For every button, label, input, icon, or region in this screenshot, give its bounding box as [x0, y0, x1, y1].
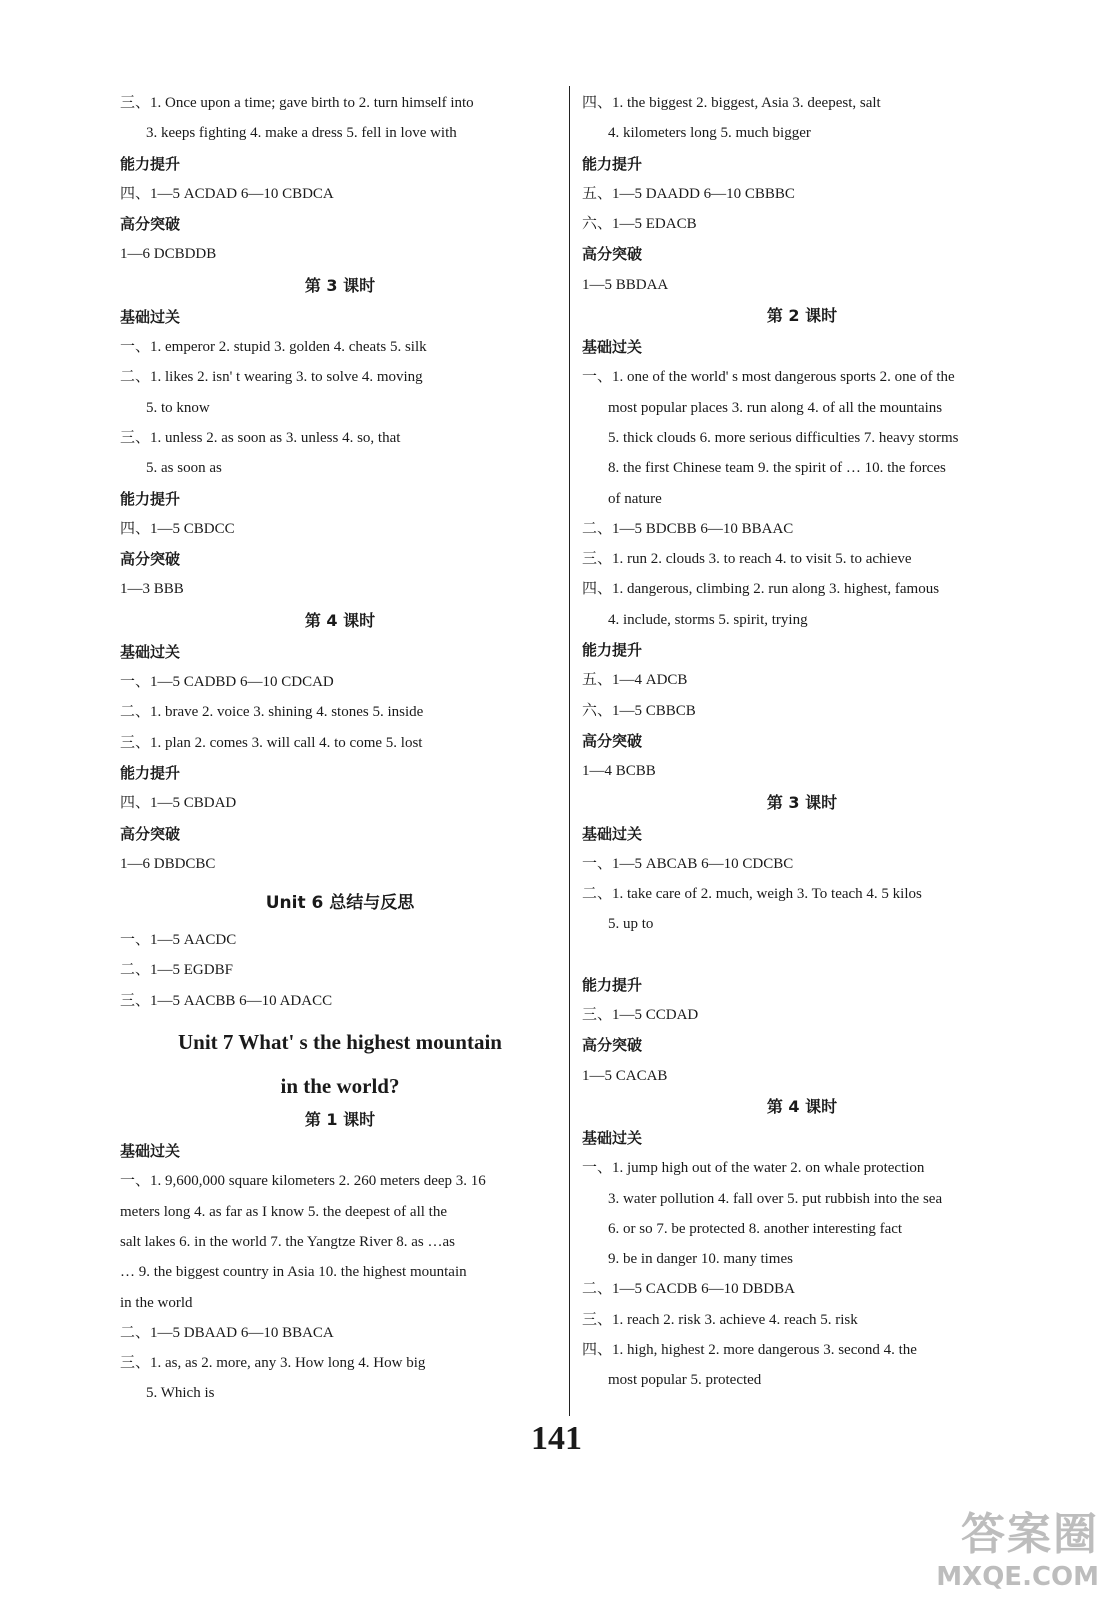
section-heading: 基础过关	[582, 824, 643, 843]
answer-line-continued: in the world	[120, 1294, 193, 1311]
spacer	[582, 940, 1022, 970]
answer-line-indented: 8. the first Chinese team 9. the spirit of … 10. the forces	[608, 460, 946, 477]
answer-line: 一、1. one of the world' s most dangerous sports 2. one of the	[582, 369, 955, 386]
answer-line: 二、1. brave 2. voice 3. shining 4. stones 5. inside	[120, 704, 424, 721]
answer-line: 二、1. take care of 2. much, weigh 3. To teach 4. 5 kilos	[582, 886, 922, 903]
answer-line: 六、1—5 CBBCB	[582, 702, 696, 719]
answer-line-indented: 3. keeps fighting 4. make a dress 5. fell in love with	[146, 125, 457, 142]
watermark-logo	[936, 1498, 1099, 1592]
answer-line-continued: … 9. the biggest country in Asia 10. the highest mountain	[120, 1264, 467, 1281]
section-heading: 能力提升	[582, 975, 643, 994]
unit-title: in the world?	[280, 1074, 400, 1099]
answer-line: 四、1—5 CBDCC	[120, 520, 235, 537]
answer-line: 1—6 DBDCBC	[120, 855, 216, 872]
answer-line-continued: salt lakes 6. in the world 7. the Yangtze River 8. as …as	[120, 1233, 455, 1250]
section-heading: 高分突破	[120, 824, 181, 843]
lesson-heading: 第 2 课时	[766, 306, 838, 326]
answer-line-indented: of nature	[608, 490, 662, 507]
answer-line: 1—4 BCBB	[582, 763, 656, 780]
section-heading: 高分突破	[582, 1036, 643, 1055]
answer-line: 二、1—5 EGDBF	[120, 962, 233, 979]
answer-line: 六、1—5 EDACB	[582, 216, 697, 233]
section-heading: 高分突破	[582, 731, 643, 750]
answer-line: 三、1. reach 2. risk 3. achieve 4. reach 5. risk	[582, 1311, 858, 1328]
page-number: 141	[531, 1420, 582, 1457]
section-heading: 能力提升	[120, 763, 181, 782]
answer-line-indented: 6. or so 7. be protected 8. another interesting fact	[608, 1220, 903, 1237]
section-heading: 能力提升	[582, 154, 643, 173]
lesson-heading: 第 3 课时	[304, 275, 376, 295]
answer-line: 三、1. as, as 2. more, any 3. How long 4. How big	[120, 1355, 426, 1372]
lesson-heading: 第 3 课时	[766, 792, 838, 812]
answer-line: 1—3 BBB	[120, 581, 184, 598]
answer-line: 四、1. dangerous, climbing 2. run along 3. highest, famous	[582, 581, 940, 598]
column-divider	[569, 86, 570, 1416]
answer-line: 三、1. Once upon a time; gave birth to 2. turn himself into	[120, 95, 474, 111]
answer-line-indented: 5. Which is	[146, 1385, 215, 1402]
answer-line-indented: 4. kilometers long 5. much bigger	[608, 125, 811, 142]
answer-line-indented: most popular places 3. run along 4. of all the mountains	[608, 399, 943, 416]
answer-line-indented: 3. water pollution 4. fall over 5. put rubbish into the sea	[608, 1190, 943, 1207]
answer-line: 三、1—5 CCDAD	[582, 1007, 699, 1024]
answer-line-indented: 5. thick clouds 6. more serious difficulties 7. heavy storms	[608, 429, 959, 446]
answer-line: 1—5 BBDAA	[582, 276, 669, 293]
answer-line: 三、1. plan 2. comes 3. will call 4. to come 5. lost	[120, 734, 423, 751]
answer-line: 二、1—5 CACDB 6—10 DBDBA	[582, 1281, 795, 1298]
answer-line-indented: 5. to know	[146, 399, 210, 416]
section-heading: 高分突破	[120, 215, 181, 234]
answer-line: 二、1—5 DBAAD 6—10 BBACA	[120, 1324, 334, 1341]
answer-line: 1—5 CACAB	[582, 1067, 668, 1084]
answer-line: 一、1—5 AACDC	[120, 932, 237, 949]
right-column	[582, 88, 1022, 1396]
section-heading: 基础过关	[120, 1142, 181, 1161]
answer-line: 一、1. emperor 2. stupid 3. golden 4. cheats 5. silk	[120, 339, 427, 356]
answer-line: 三、1—5 AACBB 6—10 ADACC	[120, 992, 333, 1009]
answer-line: 一、1. jump high out of the water 2. on whale protection	[582, 1160, 925, 1177]
answer-line: 二、1. likes 2. isn' t wearing 3. to solve 4. moving	[120, 369, 423, 386]
answer-line: 1—6 DCBDDB	[120, 246, 217, 263]
answer-line-indented: 9. be in danger 10. many times	[608, 1251, 793, 1268]
section-heading: 能力提升	[120, 489, 181, 508]
answer-line-continued: meters long 4. as far as I know 5. the deepest of all the	[120, 1203, 447, 1220]
answer-line: 四、1—5 ACDAD 6—10 CBDCA	[120, 185, 334, 202]
answer-line: 一、1—5 CADBD 6—10 CDCAD	[120, 674, 334, 691]
answer-line: 三、1. unless 2. as soon as 3. unless 4. so, that	[120, 429, 401, 446]
section-heading: 基础过关	[582, 338, 643, 357]
left-column	[120, 88, 560, 1409]
answer-line-indented: 4. include, storms 5. spirit, trying	[608, 611, 808, 628]
unit-summary-heading: Unit 6 总结与反思	[265, 893, 415, 914]
answer-line: 三、1. run 2. clouds 3. to reach 4. to visit 5. to achieve	[582, 551, 912, 568]
watermark-en: MXQE.COM	[936, 1562, 1099, 1592]
answer-line: 一、1—5 ABCAB 6—10 CDCBC	[582, 855, 794, 872]
lesson-heading: 第 4 课时	[766, 1096, 838, 1116]
answer-line: 四、1. the biggest 2. biggest, Asia 3. deepest, salt	[582, 95, 881, 111]
section-heading: 能力提升	[120, 154, 181, 173]
answer-line: 二、1—5 BDCBB 6—10 BBAAC	[582, 520, 794, 537]
answer-line-indented: 5. up to	[608, 916, 654, 933]
section-heading: 基础过关	[120, 307, 181, 326]
section-heading: 高分突破	[120, 550, 181, 569]
answer-line: 五、1—5 DAADD 6—10 CBBBC	[582, 185, 795, 202]
unit-title: Unit 7 What' s the highest mountain	[177, 1030, 502, 1055]
lesson-heading: 第 4 课时	[304, 610, 376, 630]
answer-line: 四、1—5 CBDAD	[120, 795, 237, 812]
answer-line-indented: most popular 5. protected	[608, 1372, 762, 1389]
answer-line: 五、1—4 ADCB	[582, 672, 688, 689]
section-heading: 能力提升	[582, 641, 643, 660]
section-heading: 高分突破	[582, 245, 643, 264]
answer-line: 四、1. high, highest 2. more dangerous 3. second 4. the	[582, 1341, 917, 1358]
lesson-heading: 第 1 课时	[304, 1110, 376, 1130]
answer-line-indented: 5. as soon as	[146, 460, 222, 477]
section-heading: 基础过关	[582, 1128, 643, 1147]
answer-line: 一、1. 9,600,000 square kilometers 2. 260 meters deep 3. 16	[120, 1173, 486, 1190]
section-heading: 基础过关	[120, 642, 181, 661]
watermark-cn: 答案圈	[961, 1509, 1099, 1560]
